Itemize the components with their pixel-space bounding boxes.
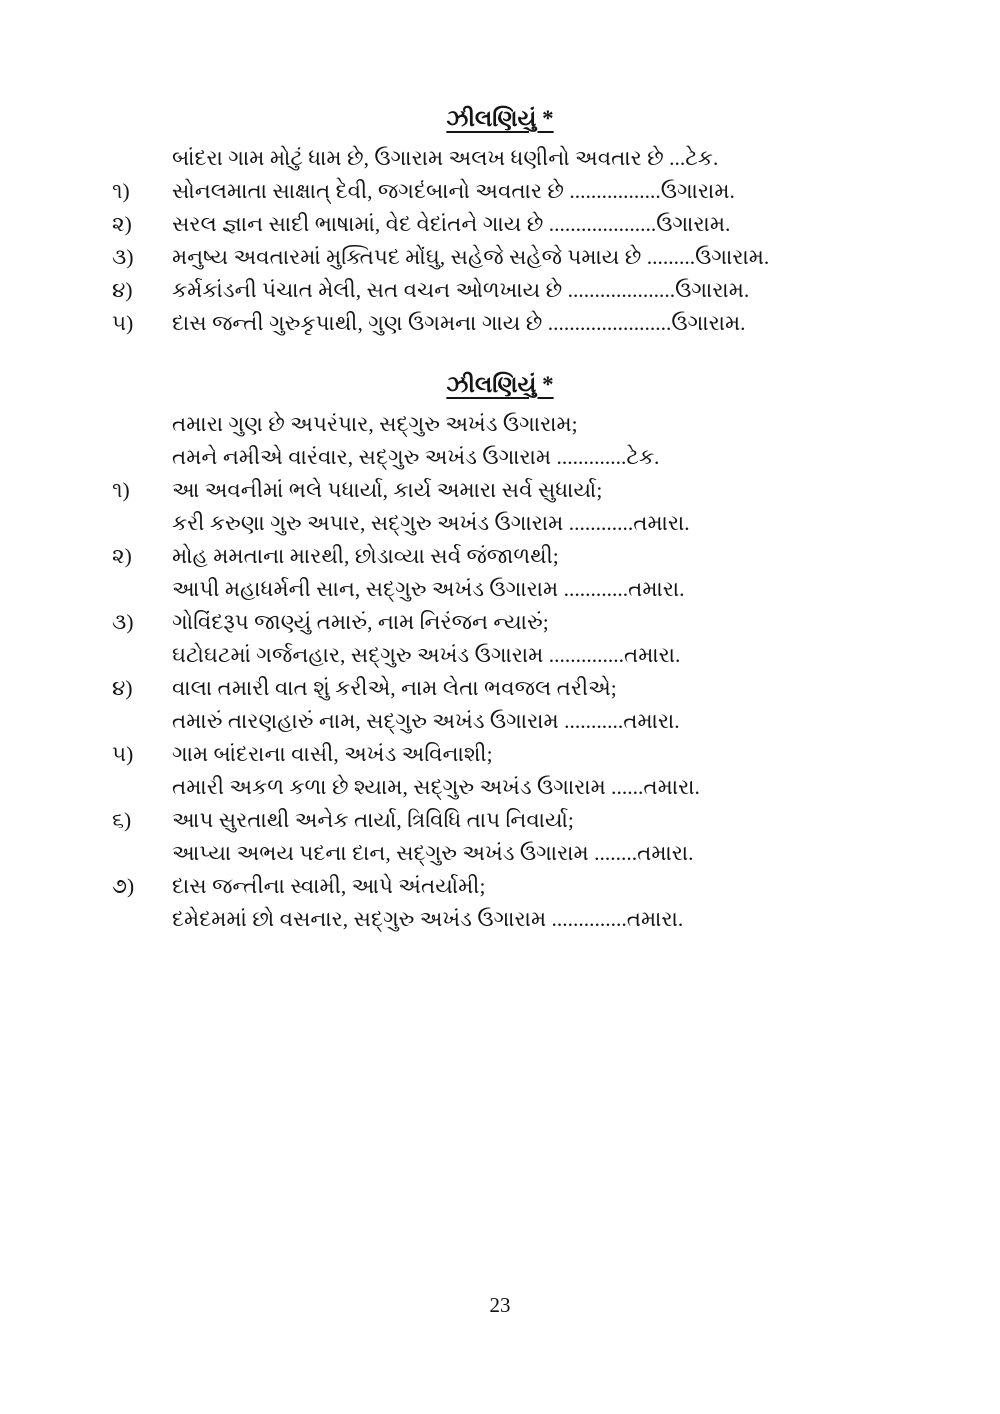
verse [0, 241, 1000, 274]
refrain-line: તમને નમીએ વારંવાર, સદ્ગુરુ અખંડ ઉગારામ .............ટેક. [172, 445, 660, 469]
verse-number: ૩) [112, 610, 134, 634]
verse-number: ૨) [112, 544, 132, 568]
verse [0, 307, 1000, 340]
verse [0, 540, 1000, 606]
verse-lines [172, 738, 1000, 804]
verse-line: આપ્યા અભય પદના દાન, સદ્ગુરુ અખંડ ઉગારામ ........તમારા. [172, 841, 694, 865]
verse-lines [172, 208, 1000, 241]
verse-lines [172, 804, 1000, 870]
verse-block [0, 474, 1000, 936]
verse-number: ૫) [112, 742, 134, 766]
verse-line: દાસ જન્તી ગુરુકૃપાથી, ગુણ ઉગમના ગાય છે .......................ઉગારામ. [172, 311, 746, 335]
verse-lines [172, 540, 1000, 606]
verse-line: ઘટોઘટમાં ગર્જનહાર, સદ્ગુરુ અખંડ ઉગારામ ..............તમારા. [172, 643, 681, 667]
verse-lines [172, 241, 1000, 274]
verse-line: દમેદમમાં છો વસનાર, સદ્ગુરુ અખંડ ઉગારામ ..............તમારા. [172, 907, 684, 931]
verse [0, 870, 1000, 936]
verse-line: તમારી અકળ કળા છે શ્યામ, સદ્ગુરુ અખંડ ઉગારામ ......તમારા. [172, 775, 700, 799]
verse [0, 738, 1000, 804]
verse-line: આપી મહાધર્મની સાન, સદ્ગુરુ અખંડ ઉગારામ ............તમારા. [172, 577, 685, 601]
song-section [0, 370, 1000, 936]
verse-line: સોનલમાતા સાક્ષાત્ દેવી, જગદંબાનો અવતાર છે .................ઉગારામ. [172, 179, 735, 203]
page-number: 23 [489, 1293, 511, 1317]
verse-lines [172, 672, 1000, 738]
song-title: ઝીલણિયું * [446, 372, 554, 397]
verse-number: ૨) [112, 212, 132, 236]
verse-line: આપ સુરતાથી અનેક તાર્યા, ત્રિવિધિ તાપ નિવાર્યા; [172, 808, 574, 832]
refrain-block [0, 408, 1000, 474]
verse-number: ૧) [112, 478, 130, 502]
verse-number: ૬) [112, 808, 132, 832]
verse-number: ૭) [112, 874, 135, 898]
verse-lines [172, 474, 1000, 540]
verse [0, 274, 1000, 307]
verse-lines [172, 175, 1000, 208]
verse-line: કર્મકાંડની પંચાત મેલી, સત વચન ઓળખાય છે ....................ઉગારામ. [172, 278, 750, 302]
verse-line: વાલા તમારી વાત શું કરીએ, નામ લેતા ભવજલ તરીએ; [172, 676, 617, 700]
verse-number: ૧) [112, 179, 130, 203]
verse-number: ૩) [112, 245, 134, 269]
verse-number: ૫) [112, 311, 134, 335]
verse-block [0, 175, 1000, 340]
verse-line: કરી કરુણા ગુરુ અપાર, સદ્ગુરુ અખંડ ઉગારામ ............તમારા. [172, 511, 690, 535]
verse [0, 804, 1000, 870]
refrain-line: તમારા ગુણ છે અપરંપાર, સદ્ગુરુ અખંડ ઉગારામ; [172, 412, 578, 436]
verse-lines [172, 606, 1000, 672]
verse-line: તમારું તારણહારું નામ, સદ્ગુરુ અખંડ ઉગારામ ...........તમારા. [172, 709, 680, 733]
verse-number: ૪) [112, 676, 133, 700]
verse [0, 672, 1000, 738]
verse-line: ગામ બાંદરાના વાસી, અખંડ અવિનાશી; [172, 742, 493, 766]
refrain-line: બાંદરા ગામ મોટું ધામ છે, ઉગારામ અલખ ધણીનો અવતાર છે ...ટેક. [172, 146, 719, 170]
verse [0, 474, 1000, 540]
verse-lines [172, 870, 1000, 936]
verse-lines [172, 307, 1000, 340]
verse-line: મનુષ્ય અવતારમાં મુક્તિપદ મોંઘુ, સહેજે સહેજે પમાય છે .........ઉગારામ. [172, 245, 770, 269]
verse-number: ૪) [112, 278, 133, 302]
verse-line: સરલ જ્ઞાન સાદી ભાષામાં, વેદ વેદાંતને ગાય છે ....................ઉગારામ. [172, 212, 731, 236]
verse-line: દાસ જન્તીના સ્વામી, આપે અંતર્યામી; [172, 874, 486, 898]
verse [0, 208, 1000, 241]
song-section [0, 104, 1000, 340]
verse [0, 606, 1000, 672]
song-title: ઝીલણિયું * [446, 106, 554, 131]
verse-line: ગોવિંદરૂપ જાણ્યું તમારું, નામ નિરંજન ન્યારું; [172, 610, 549, 634]
verse-lines [172, 274, 1000, 307]
verse-line: મોહ મમતાના મારથી, છોડાવ્યા સર્વ જંજાળથી; [172, 544, 559, 568]
refrain-block [0, 142, 1000, 175]
verse [0, 175, 1000, 208]
verse-line: આ અવનીમાં ભલે પધાર્યા, કાર્ય અમારા સર્વ સુધાર્યા; [172, 478, 603, 502]
